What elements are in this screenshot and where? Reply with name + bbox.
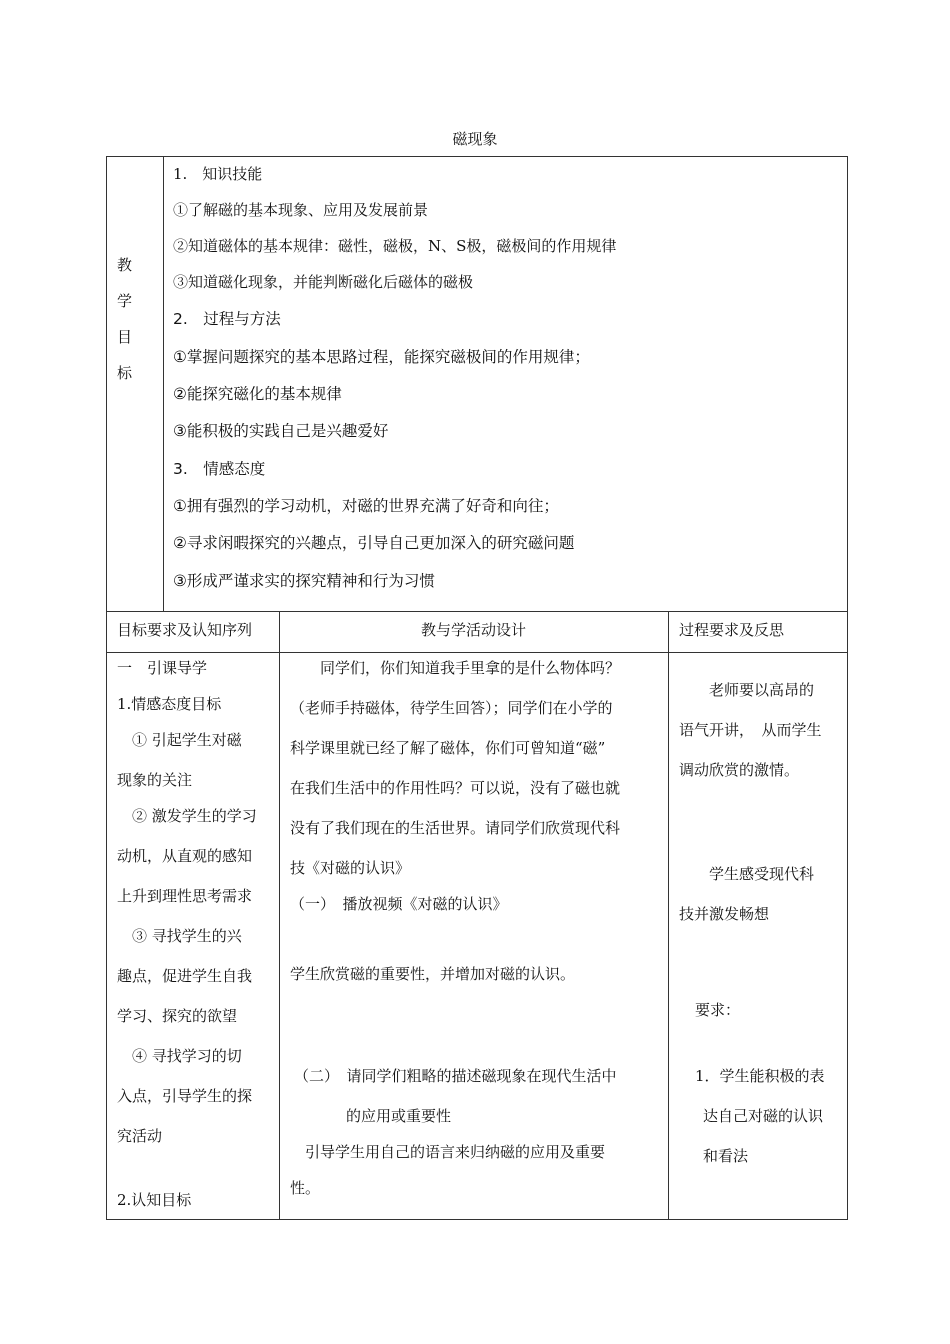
activities-line: 引导学生用自己的语言来归纳磁的应用及重要: [290, 1143, 606, 1161]
targets-line: 现象的关注: [117, 771, 193, 789]
targets-line: 入点，引导学生的探: [117, 1087, 253, 1105]
reflection-column: [669, 653, 847, 1219]
targets-line: ④ 寻找学习的切: [117, 1047, 242, 1065]
activities-line: （老师手持磁体，待学生回答）；同学们在小学的: [290, 699, 613, 717]
activities-column: [280, 653, 668, 1219]
objectives-label-char: 目: [117, 328, 133, 346]
objective-item: ①拥有强烈的学习动机，对磁的世界充满了好奇和向往；: [173, 497, 559, 515]
divider-objectives-bottom: [107, 611, 847, 612]
reflection-line: 和看法: [703, 1147, 749, 1165]
objectives-label: [107, 157, 163, 611]
lesson-plan-table: [106, 156, 848, 1220]
objective-heading: 2. 过程与方法: [173, 310, 281, 328]
objectives-content: [173, 157, 843, 611]
activities-line: 在我们生活中的作用性吗？可以说，没有了磁也就: [290, 779, 621, 797]
targets-line: 2.认知目标: [117, 1191, 192, 1209]
header-targets: 目标要求及认知序列: [117, 621, 253, 639]
objectives-label-char: 教: [117, 256, 133, 274]
targets-line: 一 引课导学: [117, 659, 208, 677]
divider-objectives-label: [163, 157, 164, 611]
targets-column: [107, 653, 279, 1219]
objective-item: ③能积极的实践自己是兴趣爱好: [173, 422, 389, 440]
targets-line: 究活动: [117, 1127, 163, 1145]
objectives-label-char: 学: [117, 292, 133, 310]
targets-line: 动机，从直观的感知: [117, 847, 253, 865]
activities-line: 的应用或重要性: [346, 1107, 452, 1125]
objective-item: ③知道磁化现象，并能判断磁化后磁体的磁极: [173, 273, 474, 291]
objective-item: ②能探究磁化的基本规律: [173, 385, 342, 403]
activities-line: 没有了我们现在的生活世界。请同学们欣赏现代科: [290, 819, 621, 837]
reflection-line: 技并激发畅想: [679, 905, 770, 923]
activities-line: 学生欣赏磁的重要性，并增加对磁的认识。: [290, 965, 576, 983]
document-title: 磁现象: [452, 130, 498, 148]
targets-line: ① 引起学生对磁: [117, 731, 242, 749]
reflection-line: 语气开讲， 从而学生: [679, 721, 822, 739]
targets-line: 1.情感态度目标: [117, 695, 222, 713]
reflection-line: 达自己对磁的认识: [703, 1107, 824, 1125]
targets-line: 趣点，促进学生自我: [117, 967, 253, 985]
objective-item: ②知道磁体的基本规律：磁性，磁极，N、S极，磁极间的作用规律: [173, 237, 617, 255]
targets-line: ② 激发学生的学习: [117, 807, 257, 825]
objective-item: ①掌握问题探究的基本思路过程，能探究磁极间的作用规律；: [173, 348, 590, 366]
activities-line: （一） 播放视频《对磁的认识》: [290, 895, 508, 913]
activities-line: 性。: [290, 1179, 321, 1197]
objective-item: ①了解磁的基本现象、应用及发展前景: [173, 201, 429, 219]
activities-line: 技《对磁的认识》: [290, 859, 411, 877]
reflection-line: 要求：: [695, 1001, 741, 1019]
header-reflection: 过程要求及反思: [679, 621, 785, 639]
activities-line: （二） 请同学们粗略的描述磁现象在现代生活中: [294, 1067, 617, 1085]
objective-item: ③形成严谨求实的探究精神和行为习惯: [173, 572, 435, 590]
activities-line: 同学们，你们知道我手里拿的是什么物体吗？: [290, 659, 621, 677]
reflection-line: 学生感受现代科: [679, 865, 815, 883]
reflection-line: 调动欣赏的激情。: [679, 761, 800, 779]
targets-line: 上升到理性思考需求: [117, 887, 253, 905]
objectives-label-char: 标: [117, 364, 133, 382]
header-activities: 教与学活动设计: [420, 621, 526, 639]
reflection-line: 老师要以高昂的: [679, 681, 815, 699]
targets-line: ③ 寻找学生的兴: [117, 927, 242, 945]
targets-line: 学习、探究的欲望: [117, 1007, 238, 1025]
activities-line: 科学课里就已经了解了磁体，你们可曾知道“磁”: [290, 739, 606, 757]
objective-heading: 1. 知识技能: [173, 165, 263, 183]
objective-item: ②寻求闲暇探究的兴趣点，引导自己更加深入的研究磁问题: [173, 534, 575, 552]
objective-heading: 3. 情感态度: [173, 460, 266, 478]
reflection-line: 1．学生能积极的表: [695, 1067, 825, 1085]
